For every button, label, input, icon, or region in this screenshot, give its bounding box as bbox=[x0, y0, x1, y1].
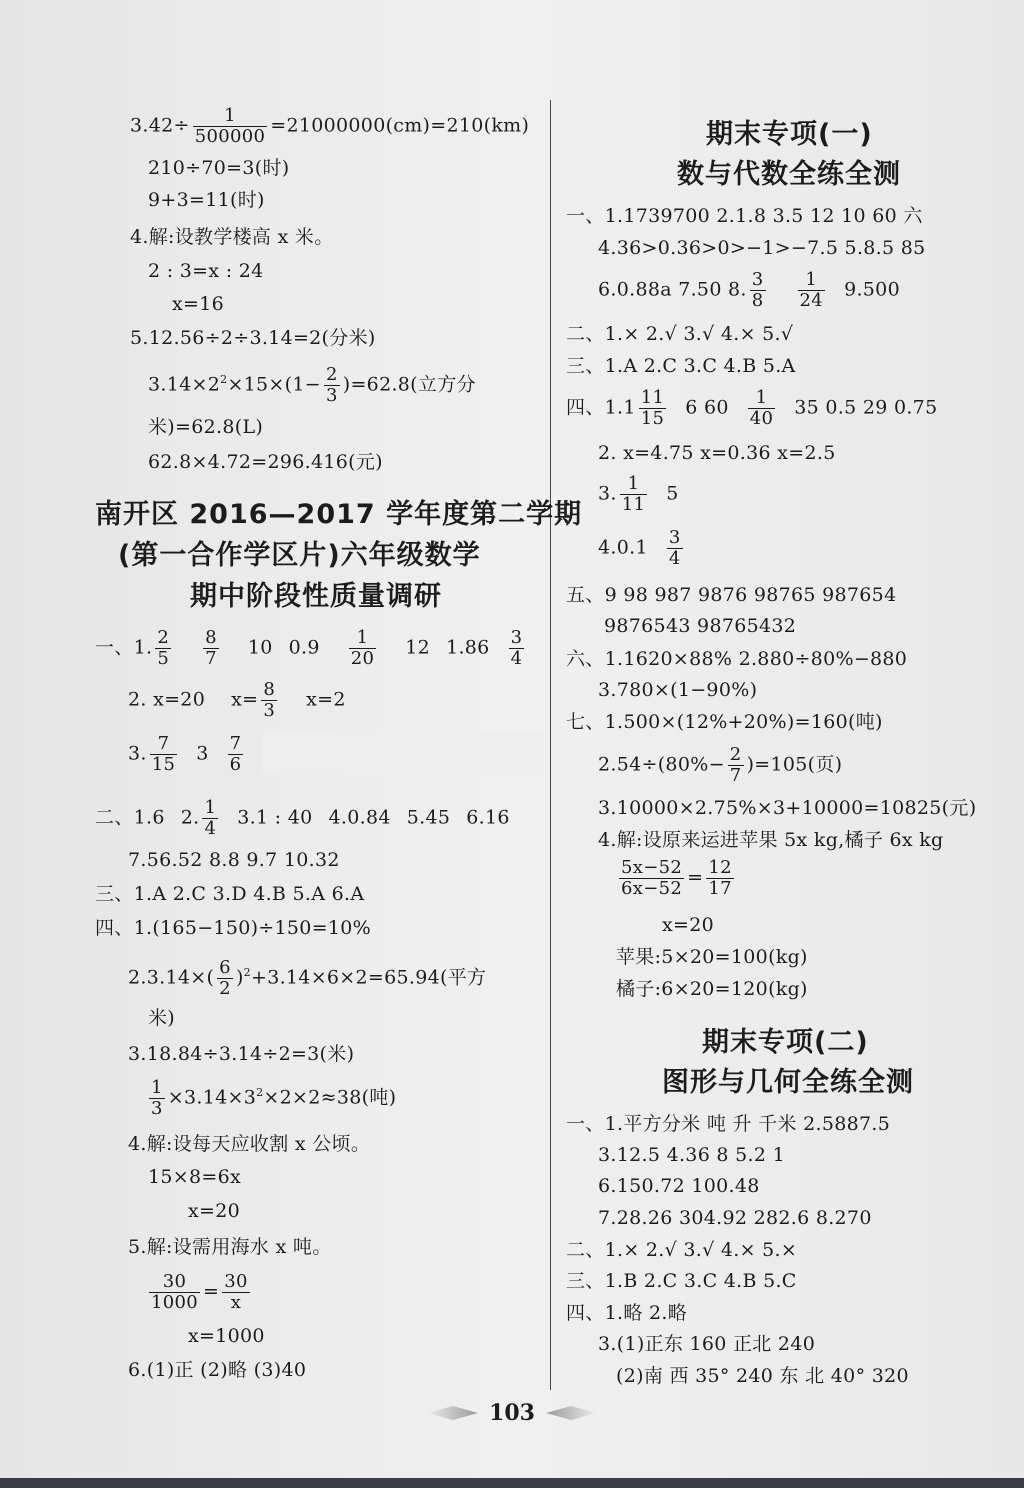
answer-line: 9876543 98765432 bbox=[604, 615, 797, 637]
answer-line: 7.28.26 304.92 282.6 8.270 bbox=[598, 1207, 872, 1229]
fraction: $\frac{5x-52}{6x-52}$ bbox=[621, 857, 683, 899]
blank-area bbox=[262, 732, 544, 774]
fraction: $\frac{2}{3}$ bbox=[325, 364, 338, 406]
answer-line: 5.解:设需用海水 x 吨。 bbox=[128, 1236, 332, 1258]
answer-line: 6.(1)正 (2)略 (3)40 bbox=[128, 1359, 307, 1381]
answer-line: 4.0.1 $\frac{3}{4}$ bbox=[598, 527, 681, 569]
fraction: $\frac{2}{5}$ bbox=[157, 627, 170, 669]
answer-line: 5.12.56÷2÷3.14=2(分米) bbox=[130, 327, 376, 349]
answer-line: (2)南 西 35° 240 东 北 40° 320 bbox=[616, 1365, 909, 1387]
fraction: $\frac{8}{7}$ bbox=[205, 627, 217, 669]
answer-line: 七、1.500×(12%+20%)=160(吨) bbox=[566, 711, 883, 733]
page-number: 103 bbox=[489, 1400, 535, 1426]
fraction: $\frac{1}{11}$ bbox=[621, 473, 646, 515]
fraction: $\frac{1}{3}$ bbox=[151, 1077, 163, 1119]
fraction: $\frac{3}{8}$ bbox=[751, 269, 764, 311]
answer-line: 3. $\frac{1}{11}$ 5 bbox=[598, 473, 679, 515]
fraction: $\frac{30}{x}$ bbox=[224, 1271, 248, 1313]
answer-line: 210÷70=3(时) bbox=[148, 157, 290, 179]
answer-line: 三、1.A 2.C 3.C 4.B 5.A bbox=[566, 355, 796, 377]
answer-line: $\frac{1}{3}$ $\times 3.14\times 3^2\times 2\times 2\approx 38$(吨) bbox=[151, 1077, 397, 1119]
fraction: $\frac{1}{24}$ bbox=[799, 269, 824, 311]
answer-line: 9+3=11(时) bbox=[148, 189, 265, 211]
answer-line: 米) bbox=[148, 1007, 176, 1029]
answer-line: 二、1.× 2.√ 3.√ 4.× 5.× bbox=[566, 1239, 798, 1261]
fraction: $\frac{1}{40}$ bbox=[749, 387, 774, 429]
answer-line: 三、1.B 2.C 3.C 4.B 5.C bbox=[566, 1270, 797, 1292]
fraction: $\frac{1}{20}$ bbox=[350, 627, 375, 669]
answer-line: 7.56.52 8.8 9.7 10.32 bbox=[128, 849, 340, 871]
answer-line: 二、1.× 2.√ 3.√ 4.× 5.√ bbox=[566, 323, 794, 345]
answer-line: 四、1.1 $\frac{11}{15}$ 6 60 $\frac{1}{40}$ 35 0.5 29 0.75 bbox=[566, 387, 938, 429]
answer-line: 五、9 98 987 9876 98765 987654 bbox=[566, 584, 897, 606]
answer-line: 橘子:6×20=120(kg) bbox=[616, 978, 808, 1000]
answer-line: 2.54÷(80%− $\frac{2}{7}$ )=105(页) bbox=[598, 744, 843, 786]
answer-line: 3.12.5 4.36 8 5.2 1 bbox=[598, 1144, 785, 1166]
answer-line: 三、1.A 2.C 3.D 4.B 5.A 6.A bbox=[95, 883, 365, 905]
fraction: $\frac{8}{3}$ bbox=[263, 679, 276, 721]
section-title: 图形与几何全练全测 bbox=[662, 1067, 914, 1098]
fraction: $\frac{2}{7}$ bbox=[729, 744, 742, 786]
answer-line: 2. x=4.75 x=0.36 x=2.5 bbox=[598, 442, 836, 464]
answer-line: 3.10000×2.75%×3+10000=10825(元) bbox=[598, 797, 977, 819]
answer-line: 6.0.88a 7.50 8. $\frac{3}{8}$ $\frac{1}{24}$ 9.500 bbox=[598, 269, 900, 311]
column-divider bbox=[550, 100, 551, 1390]
answer-line: 6.150.72 100.48 bbox=[598, 1175, 760, 1197]
fraction: $\frac{7}{15}$ bbox=[151, 733, 176, 775]
section-title: 期中阶段性质量调研 bbox=[190, 581, 442, 612]
answer-line: $3.14\times 2^2\times 15\times(1-$ $\frac{2}{3}$ )=62.8(立方分 bbox=[148, 364, 476, 406]
answer-line: 六、1.1620×88% 2.880÷80%−880 bbox=[566, 648, 908, 670]
scan-edge bbox=[0, 1478, 1024, 1488]
answer-line: x=1000 bbox=[188, 1325, 265, 1347]
answer-line: 4.36>0.36>0>−1>−7.5 5.8.5 85 bbox=[598, 237, 926, 259]
answer-line: 二、1.6 2. $\frac{1}{4}$ 3.1 : 40 4.0.84 5.45 6.16 bbox=[95, 797, 510, 839]
answer-line: 2. x=20 x= $\frac{8}{3}$ x=2 bbox=[128, 679, 346, 721]
answer-line: 15×8=6x bbox=[148, 1166, 242, 1188]
fraction: $\frac{1}{500000}$ bbox=[194, 105, 266, 147]
answer-line: 米)=62.8(L) bbox=[148, 416, 264, 438]
answer-line: 四、1.略 2.略 bbox=[566, 1302, 687, 1324]
answer-line: 3.18.84÷3.14÷2=3(米) bbox=[128, 1043, 355, 1065]
answer-line: 4.解:设原来运进苹果 5x kg,橘子 6x kg bbox=[598, 829, 944, 851]
section-title: 期末专项(一) bbox=[706, 119, 873, 150]
fraction: $\frac{3}{4}$ bbox=[668, 527, 681, 569]
answer-line: 一、1.平方分米 吨 升 千米 2.5887.5 bbox=[566, 1113, 891, 1135]
section-title: 数与代数全练全测 bbox=[677, 159, 901, 190]
fraction: $\frac{12}{17}$ bbox=[708, 857, 732, 899]
answer-line: 3.42÷ $\frac{1}{500000}$ =21000000(cm)=210(km) bbox=[130, 105, 530, 147]
section-title: 期末专项(二) bbox=[702, 1027, 869, 1058]
answer-line: x=20 bbox=[188, 1200, 241, 1222]
fraction: $\frac{11}{15}$ bbox=[640, 387, 665, 429]
answer-line: $\frac{30}{1000}$ = $\frac{30}{x}$ bbox=[151, 1271, 248, 1313]
answer-line: 4.解:设每天应收割 x 公顷。 bbox=[128, 1133, 371, 1155]
fraction: $\frac{6}{2}$ bbox=[219, 957, 231, 999]
answer-line: x=16 bbox=[172, 293, 225, 315]
answer-line: 3.780×(1−90%) bbox=[598, 679, 758, 701]
answer-line: $\frac{5x-52}{6x-52}$ = $\frac{12}{17}$ bbox=[621, 857, 732, 899]
diamond-ornament-icon bbox=[546, 1406, 596, 1420]
answer-line: x=20 bbox=[662, 914, 715, 936]
answer-line: 2 : 3=x : 24 bbox=[148, 260, 264, 282]
fraction: $\frac{30}{1000}$ bbox=[151, 1271, 199, 1313]
fraction: $\frac{1}{4}$ bbox=[204, 797, 217, 839]
answer-line: 2.3.14×( $\frac{6}{2}$ )$^2$+3.14×6×2=65.94(平方 bbox=[128, 957, 487, 999]
fraction: $\frac{7}{6}$ bbox=[229, 733, 242, 775]
answer-line: 四、1.(165−150)÷150=10% bbox=[95, 917, 372, 939]
fraction: $\frac{3}{4}$ bbox=[510, 627, 523, 669]
answer-line: 62.8×4.72=296.416(元) bbox=[148, 451, 383, 473]
diamond-ornament-icon bbox=[428, 1406, 478, 1420]
answer-line: 4.解:设教学楼高 x 米。 bbox=[130, 226, 334, 248]
page-footer bbox=[0, 1400, 1024, 1426]
answer-line: 一、1.1739700 2.1.8 3.5 12 10 60 六 bbox=[566, 205, 923, 227]
answer-line: 3.(1)正东 160 正北 240 bbox=[598, 1333, 816, 1355]
answer-line: 3. $\frac{7}{15}$ 3 $\frac{7}{6}$ bbox=[128, 733, 242, 775]
section-title: 南开区 2016—2017 学年度第二学期 bbox=[95, 499, 583, 530]
answer-line: 苹果:5×20=100(kg) bbox=[616, 946, 808, 968]
answer-line: 一、1. $\frac{2}{5}$ $\frac{8}{7}$ 10 0.9 $\frac{1}{20}$ 12 1.86 $\frac{3}{4}$ bbox=[95, 627, 523, 669]
section-title: (第一合作学区片)六年级数学 bbox=[118, 540, 481, 571]
